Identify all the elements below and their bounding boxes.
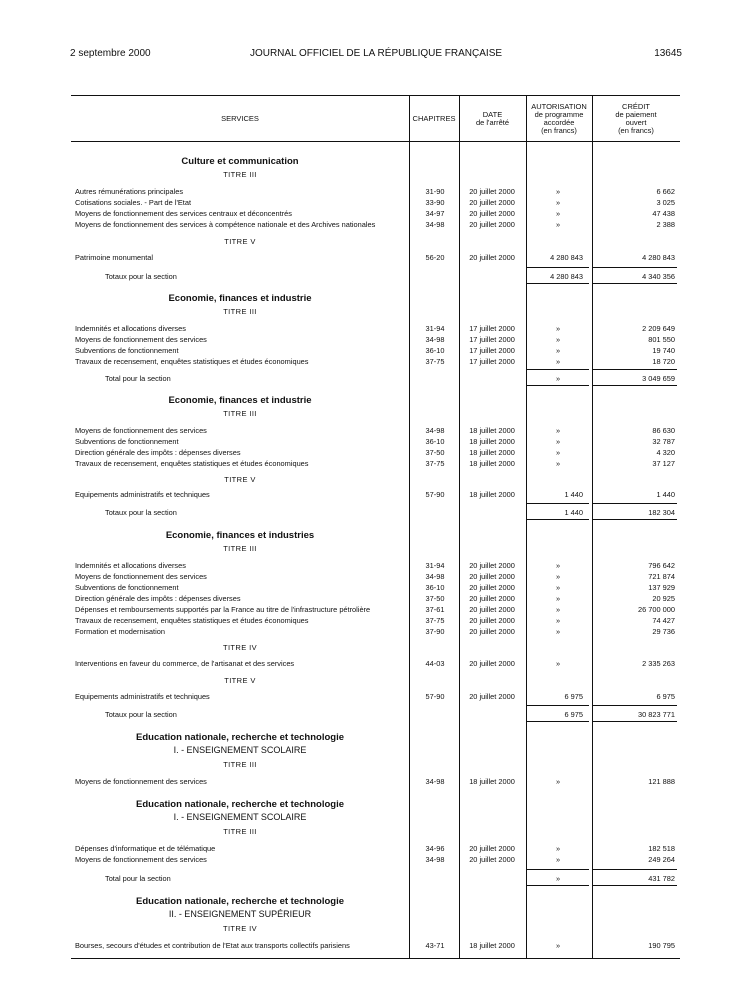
autorisation-cell: » [555, 324, 561, 333]
section-subtitle: II. - ENSEIGNEMENT SUPÉRIEUR [168, 909, 312, 919]
section-title: Economie, finances et industrie [168, 395, 312, 406]
credit-cell: 32 787 [652, 437, 675, 446]
service-name [75, 582, 409, 593]
date-cell: 18 juillet 2000 [469, 448, 515, 457]
service-name [75, 458, 409, 469]
total-rule [593, 705, 677, 706]
total-row [71, 873, 680, 884]
credits-table [71, 95, 680, 959]
autorisation-cell: » [555, 346, 561, 355]
autorisation-cell: » [555, 187, 561, 196]
chapitre-cell: 33-90 [425, 198, 445, 207]
service-label: Moyens de fonctionnement des services [75, 855, 207, 864]
service-label: Direction générale des impôts : dépenses diverses [75, 594, 241, 603]
total-rule [593, 385, 677, 386]
chapitre-cell: 37-75 [425, 616, 445, 625]
service-name [105, 507, 409, 518]
total-row [71, 507, 680, 518]
autorisation-cell: » [555, 616, 561, 625]
table-row [71, 571, 680, 582]
service-label: Direction générale des impôts : dépenses diverses [75, 448, 241, 457]
service-label: Totaux pour la section [105, 710, 177, 719]
total-rule [527, 869, 589, 870]
chapitre-cell: 34-96 [425, 844, 445, 853]
credit-cell: 74 427 [652, 616, 675, 625]
table-row [71, 186, 680, 197]
total-row [71, 709, 680, 720]
service-label: Indemnités et allocations diverses [75, 561, 186, 570]
credit-cell: 796 642 [648, 561, 675, 570]
service-label: Travaux de recensement, enquêtes statistiques et études économiques [75, 459, 309, 468]
chapitre-cell: 57-90 [425, 692, 445, 701]
titre-heading: TITRE III [223, 760, 257, 769]
credit-cell: 2 209 649 [642, 324, 675, 333]
autorisation-cell: » [555, 777, 561, 786]
header-title: JOURNAL OFFICIEL DE LA RÉPUBLIQUE FRANÇAISE [249, 48, 503, 59]
service-label: Moyens de fonctionnement des services à compétence nationale et des Archives nationales [75, 220, 376, 229]
column-header-date: DATE de l'arrêté [475, 109, 510, 127]
credit-cell: 3 025 [656, 198, 675, 207]
credit-cell: 4 340 356 [642, 272, 675, 281]
header-separator [71, 141, 680, 142]
date-cell: 20 juillet 2000 [469, 583, 515, 592]
table-row [71, 593, 680, 604]
page-number: 13645 [654, 48, 682, 59]
table-row [71, 219, 680, 230]
table-row [71, 658, 680, 669]
table-row [71, 776, 680, 787]
autorisation-cell: » [555, 572, 561, 581]
chapitre-cell: 56-20 [425, 253, 445, 262]
service-name [75, 186, 409, 197]
credit-cell: 3 049 659 [642, 374, 675, 383]
service-name [75, 425, 409, 436]
date-cell: 20 juillet 2000 [469, 692, 515, 701]
autorisation-cell: » [555, 941, 561, 950]
credit-cell: 182 304 [648, 508, 675, 517]
table-row [71, 345, 680, 356]
autorisation-cell: » [555, 374, 561, 383]
chapitre-cell: 37-50 [425, 448, 445, 457]
autorisation-cell: » [555, 437, 561, 446]
credit-cell: 29 736 [652, 627, 675, 636]
service-name [75, 658, 409, 669]
date-cell: 20 juillet 2000 [469, 198, 515, 207]
service-name [75, 776, 409, 787]
chapitre-cell: 57-90 [425, 490, 445, 499]
service-label: Moyens de fonctionnement des services [75, 335, 207, 344]
service-name [75, 436, 409, 447]
total-rule [527, 885, 589, 886]
table-row [71, 436, 680, 447]
date-cell: 20 juillet 2000 [469, 605, 515, 614]
chapitre-cell: 43-71 [425, 941, 445, 950]
chapitre-cell: 31-90 [425, 187, 445, 196]
table-row [71, 334, 680, 345]
table-row [71, 489, 680, 500]
date-cell: 20 juillet 2000 [469, 855, 515, 864]
autorisation-cell: » [555, 357, 561, 366]
titre-heading: TITRE III [223, 170, 257, 179]
service-label: Indemnités et allocations diverses [75, 324, 186, 333]
total-rule [593, 283, 677, 284]
date-cell: 18 juillet 2000 [469, 941, 515, 950]
header-date: 2 septembre 2000 [70, 48, 151, 59]
credit-cell: 30 823 771 [638, 710, 675, 719]
autorisation-cell: » [555, 855, 561, 864]
autorisation-cell: » [555, 335, 561, 344]
autorisation-cell: » [555, 594, 561, 603]
date-cell: 20 juillet 2000 [469, 627, 515, 636]
service-label: Bourses, secours d'études et contribution de l'Etat aux transports collectifs parisiens [75, 941, 350, 950]
credit-cell: 6 662 [656, 187, 675, 196]
autorisation-cell: 4 280 843 [550, 272, 583, 281]
service-label: Moyens de fonctionnement des services [75, 426, 207, 435]
section-subtitle: I. - ENSEIGNEMENT SCOLAIRE [173, 745, 307, 755]
service-label: Total pour la section [105, 374, 171, 383]
chapitre-cell: 37-75 [425, 459, 445, 468]
chapitre-cell: 37-61 [425, 605, 445, 614]
credit-cell: 137 929 [648, 583, 675, 592]
service-name [75, 940, 409, 951]
service-name [75, 334, 409, 345]
titre-heading: TITRE III [223, 409, 257, 418]
chapitre-cell: 36-10 [425, 346, 445, 355]
total-row [71, 373, 680, 384]
service-label: Subventions de fonctionnement [75, 346, 179, 355]
service-name [75, 560, 409, 571]
section-subtitle: I. - ENSEIGNEMENT SCOLAIRE [173, 812, 307, 822]
service-label: Dépenses et remboursements supportés par la France au titre de l'infrastructure pétrolière [75, 605, 371, 614]
section-title: Economie, finances et industrie [168, 293, 312, 304]
credit-cell: 121 888 [648, 777, 675, 786]
credit-cell: 86 630 [652, 426, 675, 435]
autorisation-cell: » [555, 198, 561, 207]
total-rule [593, 369, 677, 370]
total-rule [527, 369, 589, 370]
total-rule [527, 721, 589, 722]
autorisation-cell: 6 975 [564, 710, 583, 719]
table-row [71, 197, 680, 208]
table-row [71, 447, 680, 458]
credit-cell: 721 874 [648, 572, 675, 581]
credit-cell: 6 975 [656, 692, 675, 701]
titre-heading: TITRE IV [222, 924, 258, 933]
date-cell: 17 juillet 2000 [469, 357, 515, 366]
service-name [75, 615, 409, 626]
table-row [71, 252, 680, 263]
table-row [71, 854, 680, 865]
autorisation-cell: » [555, 220, 561, 229]
service-label: Patrimoine monumental [75, 253, 154, 262]
total-rule [593, 267, 677, 268]
service-name [75, 854, 409, 865]
chapitre-cell: 37-75 [425, 357, 445, 366]
titre-heading: TITRE III [223, 307, 257, 316]
credit-cell: 2 335 263 [642, 659, 675, 668]
service-label: Equipements administratifs et techniques [75, 490, 210, 499]
section-title: Economie, finances et industries [165, 530, 315, 541]
table-row [71, 582, 680, 593]
titre-heading: TITRE V [224, 676, 256, 685]
service-label: Totaux pour la section [105, 272, 177, 281]
service-label: Totaux pour la section [105, 508, 177, 517]
date-cell: 18 juillet 2000 [469, 437, 515, 446]
total-rule [593, 869, 677, 870]
credit-cell: 190 795 [648, 941, 675, 950]
credit-cell: 1 440 [656, 490, 675, 499]
table-row [71, 940, 680, 951]
service-name [75, 626, 409, 637]
titre-heading: TITRE III [223, 544, 257, 553]
table-row [71, 691, 680, 702]
service-label: Interventions en faveur du commerce, de l'artisanat et des services [75, 659, 295, 668]
service-name [75, 593, 409, 604]
service-label: Equipements administratifs et techniques [75, 692, 210, 701]
date-cell: 20 juillet 2000 [469, 220, 515, 229]
total-row [71, 271, 680, 282]
date-cell: 18 juillet 2000 [469, 490, 515, 499]
section-title: Education nationale, recherche et technologie [136, 799, 344, 810]
credit-cell: 431 782 [648, 874, 675, 883]
table-row [71, 356, 680, 367]
date-cell: 20 juillet 2000 [469, 187, 515, 196]
service-name [75, 219, 409, 230]
chapitre-cell: 34-98 [425, 572, 445, 581]
autorisation-cell: » [555, 459, 561, 468]
chapitre-cell: 34-98 [425, 335, 445, 344]
chapitre-cell: 34-97 [425, 209, 445, 218]
page-header [70, 48, 682, 62]
date-cell: 17 juillet 2000 [469, 324, 515, 333]
service-name [75, 345, 409, 356]
autorisation-cell: 1 440 [564, 490, 583, 499]
table-row [71, 458, 680, 469]
service-label: Autres rémunérations principales [75, 187, 184, 196]
chapitre-cell: 37-90 [425, 627, 445, 636]
service-label: Moyens de fonctionnement des services centraux et déconcentrés [75, 209, 292, 218]
date-cell: 18 juillet 2000 [469, 459, 515, 468]
service-name [105, 271, 409, 282]
total-rule [527, 503, 589, 504]
credit-cell: 182 518 [648, 844, 675, 853]
credit-cell: 4 280 843 [642, 253, 675, 262]
service-name [75, 208, 409, 219]
column-header-credit: CRÉDIT de paiement ouvert (en francs) [615, 101, 657, 135]
total-rule [593, 519, 677, 520]
credit-cell: 47 438 [652, 209, 675, 218]
autorisation-cell: » [555, 426, 561, 435]
total-rule [527, 385, 589, 386]
total-rule [527, 267, 589, 268]
autorisation-cell: 1 440 [564, 508, 583, 517]
credit-cell: 2 388 [656, 220, 675, 229]
date-cell: 20 juillet 2000 [469, 253, 515, 262]
autorisation-cell: » [555, 561, 561, 570]
service-label: Dépenses d'informatique et de télématique [75, 844, 216, 853]
table-row [71, 626, 680, 637]
date-cell: 20 juillet 2000 [469, 209, 515, 218]
chapitre-cell: 31-94 [425, 561, 445, 570]
credit-cell: 801 550 [648, 335, 675, 344]
autorisation-cell: » [555, 874, 561, 883]
service-name [75, 489, 409, 500]
autorisation-cell: » [555, 209, 561, 218]
credit-cell: 19 740 [652, 346, 675, 355]
autorisation-cell: » [555, 605, 561, 614]
section-title: Culture et communication [181, 156, 299, 167]
date-cell: 17 juillet 2000 [469, 346, 515, 355]
service-label: Travaux de recensement, enquêtes statistiques et études économiques [75, 616, 309, 625]
titre-heading: TITRE V [224, 475, 256, 484]
service-name [75, 691, 409, 702]
service-name [105, 873, 409, 884]
credit-cell: 20 925 [652, 594, 675, 603]
table-row [71, 425, 680, 436]
date-cell: 20 juillet 2000 [469, 594, 515, 603]
credit-cell: 18 720 [652, 357, 675, 366]
chapitre-cell: 37-50 [425, 594, 445, 603]
autorisation-cell: » [555, 844, 561, 853]
date-cell: 20 juillet 2000 [469, 561, 515, 570]
chapitre-cell: 36-10 [425, 583, 445, 592]
service-label: Total pour la section [105, 874, 171, 883]
column-header-services: SERVICES [221, 113, 259, 123]
service-label: Formation et modernisation [75, 627, 165, 636]
chapitre-cell: 34-98 [425, 855, 445, 864]
service-name [75, 323, 409, 334]
titre-heading: TITRE III [223, 827, 257, 836]
table-row [71, 843, 680, 854]
autorisation-cell: » [555, 627, 561, 636]
table-row [71, 208, 680, 219]
credit-cell: 26 700 000 [638, 605, 675, 614]
date-cell: 18 juillet 2000 [469, 777, 515, 786]
service-name [75, 252, 409, 263]
table-row [71, 560, 680, 571]
service-label: Travaux de recensement, enquêtes statistiques et études économiques [75, 357, 309, 366]
chapitre-cell: 44-03 [425, 659, 445, 668]
table-row [71, 323, 680, 334]
service-name [75, 356, 409, 367]
chapitre-cell: 34-98 [425, 426, 445, 435]
service-name [105, 709, 409, 720]
service-label: Cotisations sociales. - Part de l'Etat [75, 198, 192, 207]
titre-heading: TITRE IV [222, 643, 258, 652]
credit-cell: 249 264 [648, 855, 675, 864]
autorisation-cell: » [555, 659, 561, 668]
date-cell: 20 juillet 2000 [469, 616, 515, 625]
section-title: Education nationale, recherche et technologie [136, 732, 344, 743]
total-rule [593, 885, 677, 886]
service-label: Moyens de fonctionnement des services [75, 572, 207, 581]
autorisation-cell: 4 280 843 [550, 253, 583, 262]
date-cell: 20 juillet 2000 [469, 572, 515, 581]
total-rule [527, 283, 589, 284]
column-header-chapitres: CHAPITRES [412, 113, 456, 123]
total-rule [593, 721, 677, 722]
table-row [71, 604, 680, 615]
service-name [75, 604, 409, 615]
total-rule [593, 503, 677, 504]
date-cell: 17 juillet 2000 [469, 335, 515, 344]
chapitre-cell: 34-98 [425, 220, 445, 229]
autorisation-cell: » [555, 583, 561, 592]
chapitre-cell: 36-10 [425, 437, 445, 446]
service-name [75, 843, 409, 854]
chapitre-cell: 34-98 [425, 777, 445, 786]
autorisation-cell: » [555, 448, 561, 457]
column-header-autorisation: AUTORISATION de programme accordée (en francs) [531, 101, 587, 135]
date-cell: 20 juillet 2000 [469, 659, 515, 668]
service-name [75, 447, 409, 458]
titre-heading: TITRE V [224, 237, 256, 246]
service-name [75, 571, 409, 582]
date-cell: 20 juillet 2000 [469, 844, 515, 853]
service-label: Subventions de fonctionnement [75, 437, 179, 446]
autorisation-cell: 6 975 [564, 692, 583, 701]
table-row [71, 615, 680, 626]
date-cell: 18 juillet 2000 [469, 426, 515, 435]
service-name [75, 197, 409, 208]
total-rule [527, 519, 589, 520]
service-label: Moyens de fonctionnement des services [75, 777, 207, 786]
section-title: Education nationale, recherche et technologie [136, 896, 344, 907]
total-rule [527, 705, 589, 706]
service-label: Subventions de fonctionnement [75, 583, 179, 592]
credit-cell: 4 320 [656, 448, 675, 457]
chapitre-cell: 31-94 [425, 324, 445, 333]
credit-cell: 37 127 [652, 459, 675, 468]
service-name [105, 373, 409, 384]
